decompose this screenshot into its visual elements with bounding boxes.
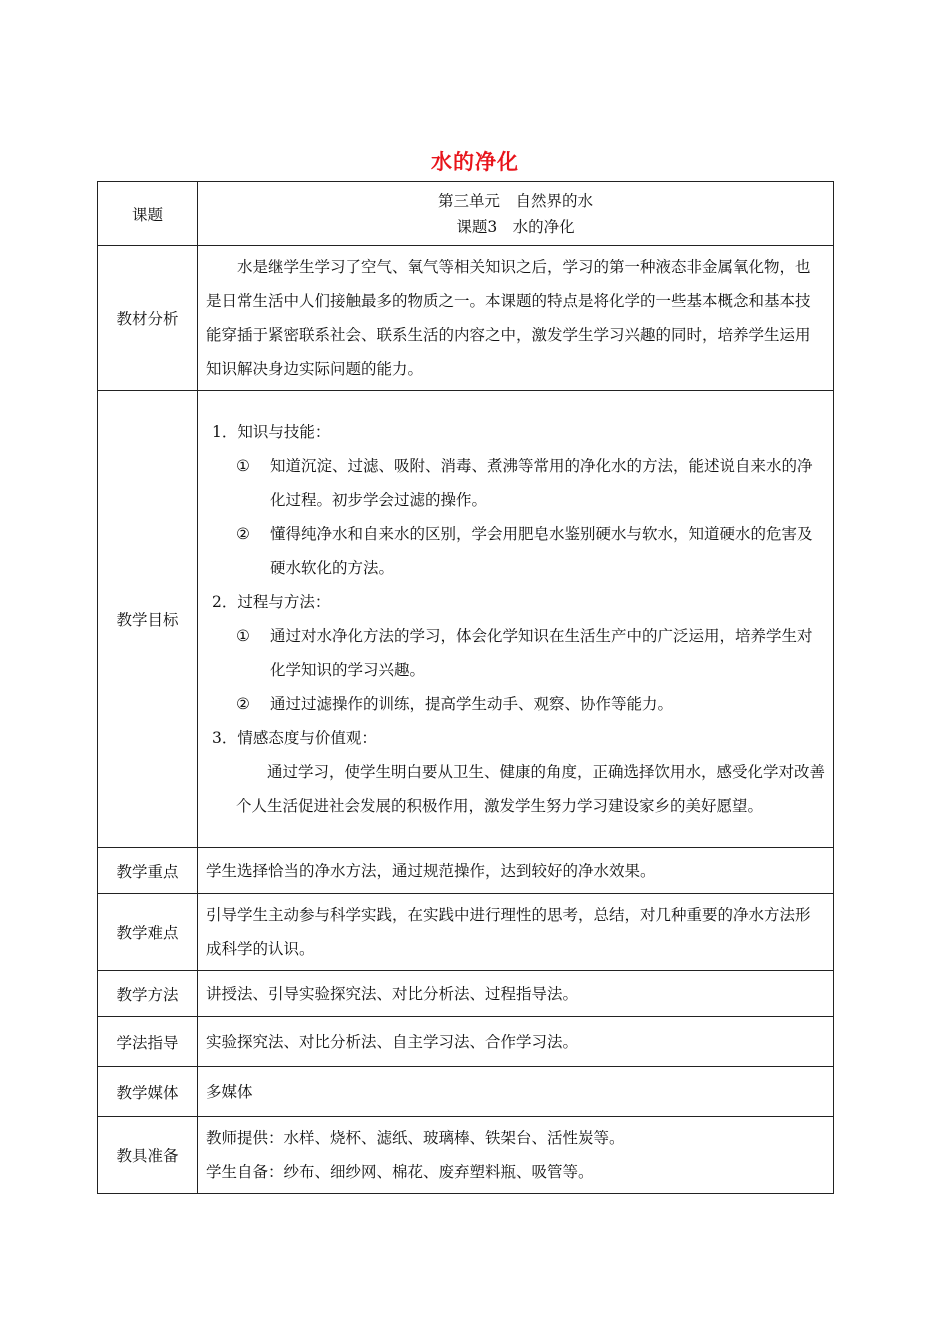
item-marker: ① bbox=[236, 627, 250, 645]
row-tools bbox=[98, 1117, 834, 1194]
label-media: 教学媒体 bbox=[98, 1067, 198, 1117]
content-media bbox=[198, 1067, 834, 1117]
content-teaching-method bbox=[198, 971, 834, 1017]
label-tools: 教具准备 bbox=[98, 1117, 198, 1194]
row-study-guide bbox=[98, 1017, 834, 1067]
teaching-method-text: 讲授法、引导实验探究法、对比分析法、过程指导法。 bbox=[206, 984, 579, 1003]
label-difficulty: 教学难点 bbox=[98, 894, 198, 971]
goal-section-1: 1．知识与技能： bbox=[212, 423, 331, 441]
analysis-text: 水是继学生学习了空气、氧气等相关知识之后，学习的第一种液态非金属氧化物，也是日常生活中人们接触最多的物质之一。本课题的特点是将化学的一些基本概念和基本技能穿插于紧密联系社会、联系生活的内容之中，激发学生学习兴趣的同时，培养学生运用知识解决身边实际问题的能力。 bbox=[206, 258, 811, 378]
study-guide-text: 实验探究法、对比分析法、自主学习法、合作学习法。 bbox=[206, 1032, 579, 1051]
content-tools bbox=[198, 1117, 834, 1194]
goal-item bbox=[206, 517, 825, 585]
label-study-guide: 学法指导 bbox=[98, 1017, 198, 1067]
lesson-plan-table bbox=[97, 181, 834, 1194]
document-title: 水的净化 bbox=[431, 149, 519, 174]
item-text: 通过对水净化方法的学习，体会化学知识在生活生产中的广泛运用，培养学生对化学知识的学习兴趣。 bbox=[270, 627, 813, 679]
goal-item bbox=[206, 687, 825, 721]
row-teaching-method bbox=[98, 971, 834, 1017]
key-point-text: 学生选择恰当的净水方法，通过规范操作，达到较好的净水效果。 bbox=[206, 861, 656, 880]
row-analysis bbox=[98, 246, 834, 391]
goal-section-2: 2．过程与方法： bbox=[212, 593, 331, 611]
row-media bbox=[98, 1067, 834, 1117]
content-study-guide bbox=[198, 1017, 834, 1067]
label-key-point: 教学重点 bbox=[98, 848, 198, 894]
goal-item bbox=[206, 449, 825, 517]
content-difficulty bbox=[198, 894, 834, 971]
row-key-point bbox=[98, 848, 834, 894]
row-goals bbox=[98, 391, 834, 848]
item-text: 懂得纯净水和自来水的区别，学会用肥皂水鉴别硬水与软水，知道硬水的危害及硬水软化的方法。 bbox=[270, 525, 813, 577]
label-analysis: 教材分析 bbox=[98, 246, 198, 391]
item-marker: ② bbox=[236, 695, 250, 713]
item-text: 知道沉淀、过滤、吸附、消毒、煮沸等常用的净化水的方法，能述说自来水的净化过程。初步学会过滤的操作。 bbox=[270, 457, 813, 509]
item-marker: ① bbox=[236, 457, 250, 475]
goal-section-3: 3．情感态度与价值观： bbox=[212, 729, 377, 747]
content-goals bbox=[198, 391, 834, 848]
label-topic: 课题 bbox=[98, 182, 198, 246]
label-goals: 教学目标 bbox=[98, 391, 198, 848]
goal-item bbox=[206, 619, 825, 687]
tools-teacher: 教师提供：水样、烧杯、滤纸、玻璃棒、铁架台、活性炭等。 bbox=[206, 1129, 625, 1147]
content-key-point bbox=[198, 848, 834, 894]
tools-student: 学生自备：纱布、细纱网、棉花、废弃塑料瓶、吸管等。 bbox=[206, 1163, 594, 1181]
content-analysis bbox=[198, 246, 834, 391]
row-difficulty bbox=[98, 894, 834, 971]
item-text: 通过过滤操作的训练，提高学生动手、观察、协作等能力。 bbox=[270, 695, 674, 713]
label-teaching-method: 教学方法 bbox=[98, 971, 198, 1017]
topic-unit: 第三单元 自然界的水 bbox=[437, 191, 593, 210]
difficulty-text: 引导学生主动参与科学实践，在实践中进行理性的思考，总结，对几种重要的净水方法形成科学的认识。 bbox=[206, 906, 811, 958]
media-text: 多媒体 bbox=[206, 1082, 253, 1101]
topic-lesson: 课题3 水的净化 bbox=[456, 217, 575, 236]
item-marker: ② bbox=[236, 525, 250, 543]
row-topic bbox=[98, 182, 834, 246]
goal-section-3-text: 通过学习，使学生明白要从卫生、健康的角度，正确选择饮用水，感受化学对改善个人生活促进社会发展的积极作用，激发学生努力学习建设家乡的美好愿望。 bbox=[236, 763, 826, 815]
content-topic bbox=[198, 182, 834, 246]
